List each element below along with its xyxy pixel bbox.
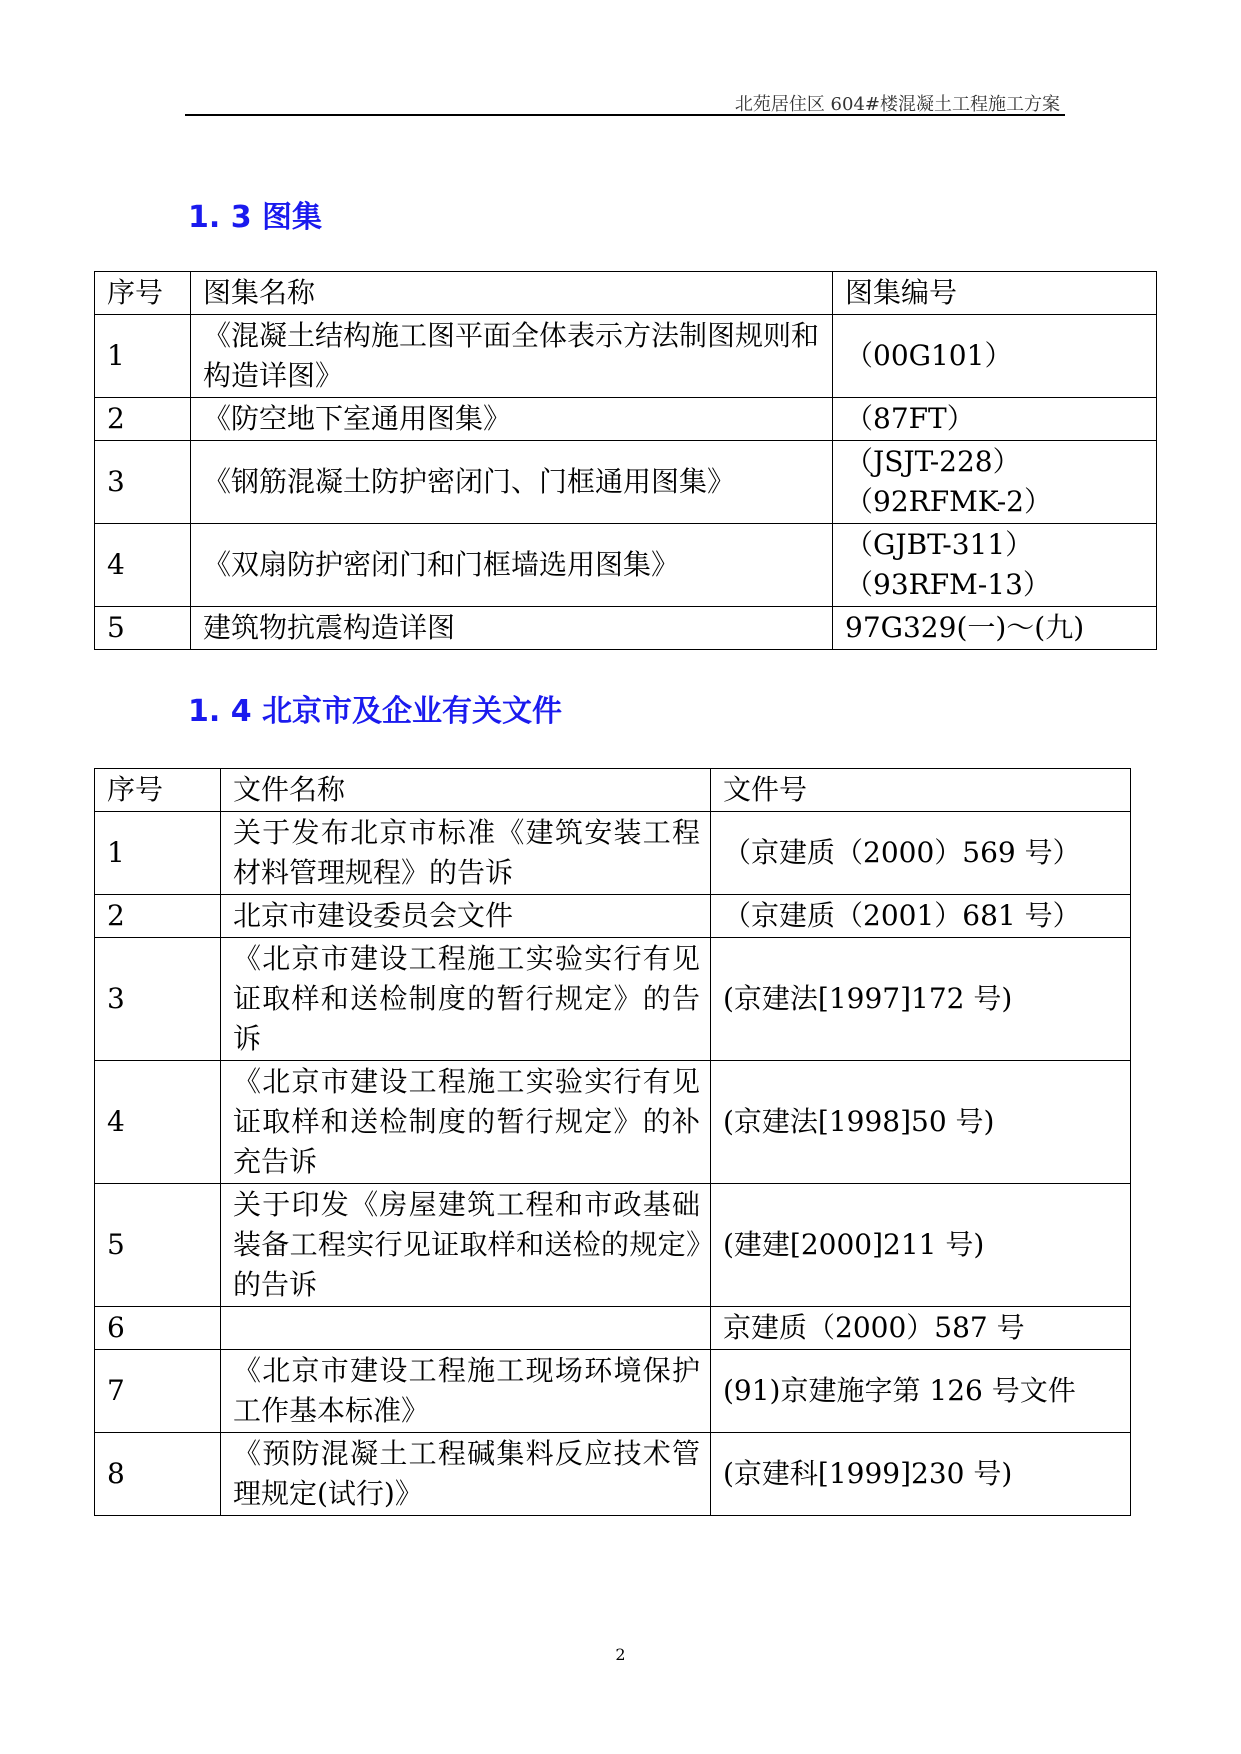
row-no: 4 [95, 1061, 221, 1184]
column-header-no: 序号 [95, 769, 221, 812]
row-no: 6 [95, 1307, 221, 1350]
row-code [833, 315, 1157, 398]
row-name: 北京市建设委员会文件 [221, 895, 711, 938]
row-no: 3 [95, 938, 221, 1061]
row-name: 《北京市建设工程施工实验实行有见证取样和送检制度的暂行规定》的告诉 [221, 938, 711, 1061]
row-no: 8 [95, 1433, 221, 1516]
row-code: （京建质（2001）681 号） [711, 895, 1131, 938]
column-header-code: 文件号 [711, 769, 1131, 812]
row-name: 《北京市建设工程施工实验实行有见证取样和送检制度的暂行规定》的补充告诉 [221, 1061, 711, 1184]
row-name: 《防空地下室通用图集》 [191, 398, 833, 441]
row-name: 《双扇防护密闭门和门框墙选用图集》 [191, 524, 833, 607]
row-code: (京建法[1997]172 号) [711, 938, 1131, 1061]
section-heading-documents: 1. 4 北京市及企业有关文件 [188, 694, 563, 729]
column-header-code: 图集编号 [833, 272, 1157, 315]
row-no: 3 [95, 441, 191, 524]
code-line: （93RFM-13） [845, 568, 1051, 601]
table-row [95, 1350, 1131, 1433]
column-header-name: 图集名称 [191, 272, 833, 315]
row-no: 5 [95, 1184, 221, 1307]
row-name: 《混凝土结构施工图平面全体表示方法制图规则和构造详图》 [191, 315, 833, 398]
documents-table [94, 768, 1131, 1516]
table-row [95, 441, 1157, 524]
table-row [95, 812, 1131, 895]
row-no: 7 [95, 1350, 221, 1433]
table-row [95, 1307, 1131, 1350]
row-name [221, 1307, 711, 1350]
row-no: 4 [95, 524, 191, 607]
table-row [95, 315, 1157, 398]
table-header-row [95, 769, 1131, 812]
code-line: （92RFMK-2） [845, 485, 1052, 518]
running-header: 北苑居住区 604#楼混凝土工程施工方案 [734, 94, 1060, 115]
row-no: 1 [95, 812, 221, 895]
section-heading-atlas: 1. 3 图集 [188, 200, 323, 235]
row-no: 2 [95, 895, 221, 938]
row-code [833, 441, 1157, 524]
table-row [95, 524, 1157, 607]
row-code [833, 398, 1157, 441]
row-code: (京建法[1998]50 号) [711, 1061, 1131, 1184]
row-name: 关于印发《房屋建筑工程和市政基础装备工程实行见证取样和送检的规定》的告诉 [221, 1184, 711, 1307]
table-row [95, 607, 1157, 650]
table-header-row [95, 272, 1157, 315]
row-no: 1 [95, 315, 191, 398]
column-header-name: 文件名称 [221, 769, 711, 812]
code-line: 97G329(一)～(九) [845, 611, 1085, 644]
row-name: 《北京市建设工程施工现场环境保护工作基本标准》 [221, 1350, 711, 1433]
row-code [833, 607, 1157, 650]
code-line: （JSJT-228） [845, 445, 1021, 478]
row-no: 2 [95, 398, 191, 441]
row-code: (京建科[1999]230 号) [711, 1433, 1131, 1516]
header-rule [185, 114, 1065, 116]
column-header-no: 序号 [95, 272, 191, 315]
atlas-table [94, 271, 1157, 650]
table-row [95, 938, 1131, 1061]
table-row [95, 1061, 1131, 1184]
row-name: 《钢筋混凝土防护密闭门、门框通用图集》 [191, 441, 833, 524]
row-code [833, 524, 1157, 607]
page-number: 2 [615, 1645, 626, 1664]
row-code: 京建质（2000）587 号 [711, 1307, 1131, 1350]
code-line: （00G101） [845, 339, 1013, 372]
table-row [95, 1184, 1131, 1307]
table-row [95, 1433, 1131, 1516]
code-line: （GJBT-311） [845, 528, 1034, 561]
table-row [95, 398, 1157, 441]
table-row [95, 895, 1131, 938]
row-name: 《预防混凝土工程碱集料反应技术管理规定(试行)》 [221, 1433, 711, 1516]
row-code: (建建[2000]211 号) [711, 1184, 1131, 1307]
row-code: （京建质（2000）569 号） [711, 812, 1131, 895]
row-name: 建筑物抗震构造详图 [191, 607, 833, 650]
code-line: （87FT） [845, 402, 975, 435]
row-name: 关于发布北京市标准《建筑安装工程材料管理规程》的告诉 [221, 812, 711, 895]
row-no: 5 [95, 607, 191, 650]
row-code: (91)京建施字第 126 号文件 [711, 1350, 1131, 1433]
